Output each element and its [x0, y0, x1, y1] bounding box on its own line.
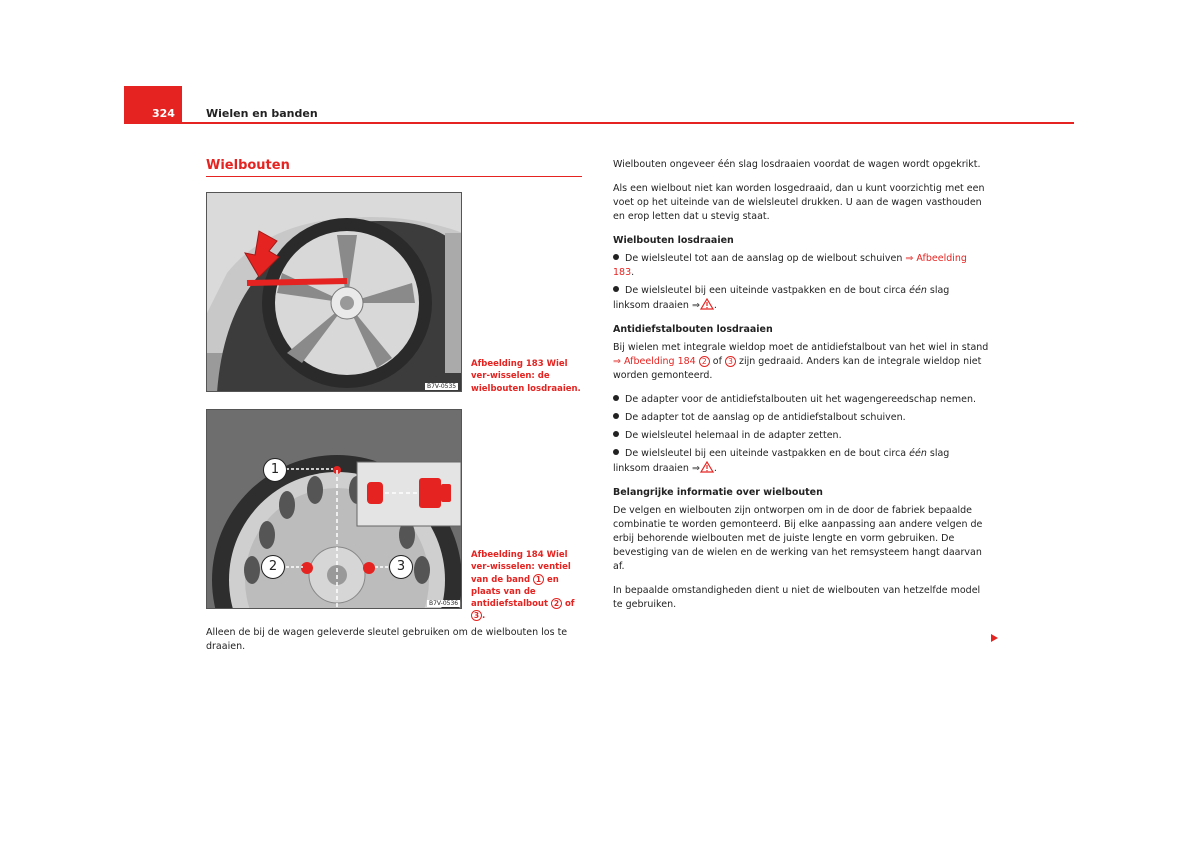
paragraph: Wielbouten ongeveer één slag losdraaien voordat de wagen wordt opgekrikt.: [613, 159, 981, 170]
callout-1: 1: [263, 458, 287, 482]
list-text: De adapter tot de aanslag op de antidiefstalbout schuiven.: [625, 412, 906, 423]
list-item: [613, 393, 989, 407]
figure-link[interactable]: ⇒ Afbeelding 184: [613, 356, 696, 367]
list-emphasis: één: [909, 285, 927, 296]
paragraph: De velgen en wielbouten zijn ontworpen om in de door de fabriek bepaalde combinatie te worden gemonteerd. Bij elke aanpassing aan andere velgen de erbij behorende wielbouten met de juiste lengte en vorm gebruiken. De bevestiging van de wielen en de werking van het remsysteem hangt daarvan af.: [613, 505, 983, 572]
subheading: Belangrijke informatie over wielbouten: [613, 487, 823, 498]
chapter-title: Wielen en banden: [206, 107, 318, 120]
figure-184-caption: [471, 549, 583, 623]
paragraph: [613, 341, 989, 383]
caption-callout-1: 1: [533, 574, 544, 585]
list-item: [613, 429, 989, 443]
callout-3: 3: [389, 555, 413, 579]
caption-callout-2: 2: [551, 598, 562, 609]
wheel-wrench-illustration: [207, 193, 462, 392]
bullet-icon: [613, 254, 619, 260]
warning-icon[interactable]: [700, 461, 714, 478]
figure-link[interactable]: ⇒ Afbeelding 183: [613, 253, 967, 278]
list-text: De wielsleutel tot aan de aanslag op de wielbout schuiven: [625, 253, 906, 264]
list-item: De wielsleutel bij een uiteinde vastpakken en de bout circa één slag linksom draaien ⇒ .: [613, 284, 989, 315]
bullet-icon: [613, 431, 619, 437]
paragraph-text: of: [709, 356, 725, 367]
figure-183-wheel-wrench: [206, 192, 462, 392]
left-body-text: Alleen de bij de wagen geleverde sleutel gebruiken om de wielbouten los te draaien.: [206, 627, 568, 652]
list-text: slag linksom draaien ⇒: [613, 448, 950, 474]
list-text: slag linksom draaien ⇒: [613, 285, 950, 311]
list-text: De wielsleutel bij een uiteinde vastpakken en de bout circa: [625, 285, 910, 296]
continue-arrow-icon: [991, 634, 998, 642]
callout-ref-3: 3: [725, 356, 736, 367]
caption-callout-3: 3: [471, 610, 482, 621]
figure-code: B7V-0535: [427, 383, 457, 390]
subheading: Wielbouten losdraaien: [613, 235, 734, 246]
figure-183-caption: Afbeelding 183 Wiel ver-wisselen: de wielbouten losdraaien.: [471, 359, 581, 394]
paragraph-text: Bij wielen met integrale wieldop moet de antidiefstalbout van het wiel in stand: [613, 342, 989, 353]
figure-code: B7V-0536: [429, 600, 459, 607]
subheading: Antidiefstalbouten losdraaien: [613, 324, 773, 335]
section-title: Wielbouten: [206, 158, 290, 173]
page-number: 324: [152, 107, 175, 120]
warning-icon[interactable]: [700, 298, 714, 315]
callout-2: 2: [261, 555, 285, 579]
caption-text: .: [482, 611, 486, 622]
bullet-icon: [613, 413, 619, 419]
list-item: De wielsleutel bij een uiteinde vastpakken en de bout circa één slag linksom draaien ⇒ .: [613, 447, 989, 478]
header-rule: [124, 122, 1074, 124]
list-item: De wielsleutel tot aan de aanslag op de wielbout schuiven ⇒ Afbeelding 183.: [613, 253, 967, 278]
right-column: [613, 158, 989, 622]
paragraph-text: zijn gedraaid. Anders kan de integrale wieldop niet worden gemonteerd.: [613, 356, 982, 381]
list-text: De wielsleutel helemaal in de adapter zetten.: [625, 430, 842, 441]
list-item: [613, 411, 989, 425]
bullet-icon: [613, 449, 619, 455]
caption-text: en plaats van de antidiefstalbout: [471, 574, 559, 610]
caption-text: of: [562, 599, 575, 610]
figure-184-steel-wheel: [206, 409, 462, 609]
caption-text: Afbeelding 184 Wiel ver-wisselen: ventiel van de band: [471, 550, 571, 585]
section-rule: [206, 176, 582, 177]
list-text: De wielsleutel bij een uiteinde vastpakken en de bout circa: [625, 448, 910, 459]
bullet-icon: [613, 286, 619, 292]
paragraph: Als een wielbout niet kan worden losgedraaid, dan u kunt voorzichtig met een voet op het uiteinde van de wielsleutel drukken. U aan de wagen vasthouden en erop letten dat u stevig staat.: [613, 183, 985, 222]
bullet-icon: [613, 395, 619, 401]
list-emphasis: één: [909, 448, 927, 459]
list-text: De adapter voor de antidiefstalbouten uit het wagengereedschap nemen.: [625, 394, 976, 405]
steel-wheel-illustration: [207, 410, 462, 609]
paragraph: In bepaalde omstandigheden dient u niet de wielbouten van hetzelfde model te gebruiken.: [613, 585, 981, 610]
callout-ref-2: 2: [699, 356, 710, 367]
